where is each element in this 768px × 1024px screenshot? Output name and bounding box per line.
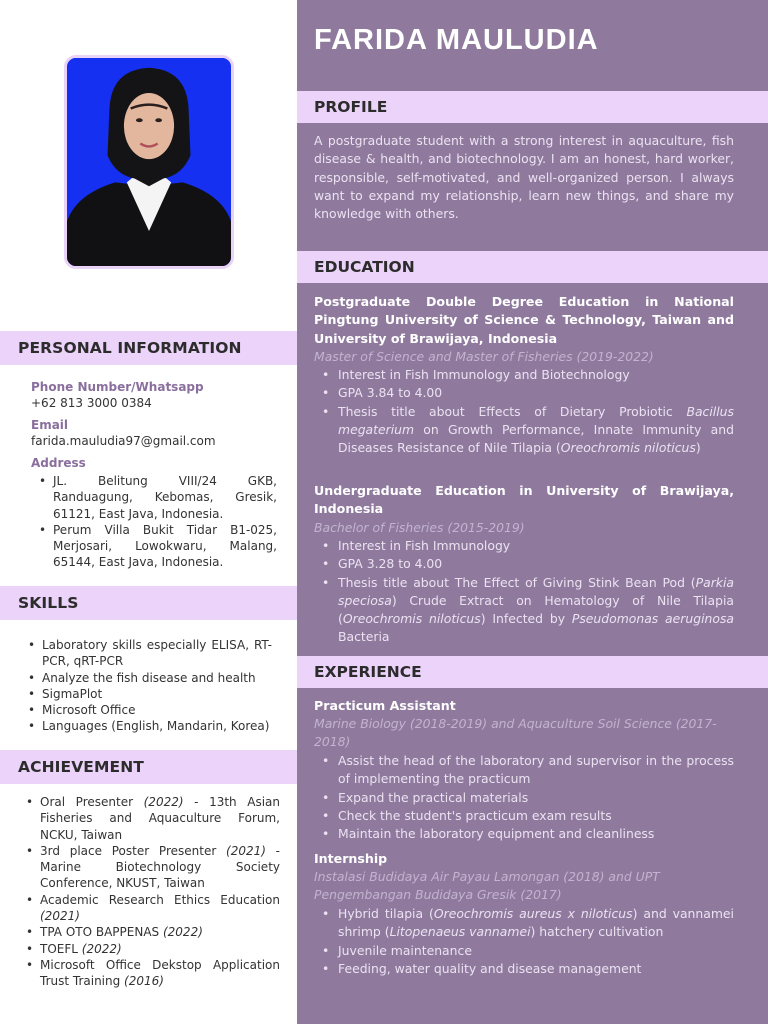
skill-item: • Analyze the fish disease and health	[24, 670, 272, 686]
address-item: • Perum Villa Bukit Tidar B1-025, Merjosari, Lowokwaru, Malang, 65144, East Java, Indonesia.	[31, 522, 277, 571]
address-item: • JL. Belitung VIII/24 GKB, Randuagung, Kebomas, Gresik, 61121, East Java, Indonesia.	[31, 473, 277, 522]
education-item: • GPA 3.84 to 4.00	[314, 384, 734, 402]
achievement-item: • 3rd place Poster Presenter (2021) - Marine Biotechnology Society Conference, NKUST, Taiwan	[22, 843, 280, 892]
address-label: Address	[31, 456, 86, 470]
profile-heading: PROFILE	[297, 91, 768, 123]
undergraduate-degree: Bachelor of Fisheries (2015-2019)	[314, 520, 525, 535]
skill-item: • Languages (English, Mandarin, Korea)	[24, 718, 272, 734]
phone-value: +62 813 3000 0384	[31, 396, 152, 410]
personal-info-heading: PERSONAL INFORMATION	[0, 331, 297, 365]
portrait-image	[67, 58, 231, 266]
personal-info-section	[31, 379, 277, 571]
education-item: • Interest in Fish Immunology and Biotechnology	[314, 366, 734, 384]
experience-item: • Hybrid tilapia (Oreochromis aureus x niloticus) and vannamei shrimp (Litopenaeus vannamei) hatchery cultivation	[314, 905, 734, 942]
internship-list	[314, 905, 734, 978]
postgraduate-list	[314, 366, 734, 457]
education-item: • Thesis title about Effects of Dietary Probiotic Bacillus megaterium on Growth Performance, Innate Immunity and Diseases Resistance of Nile Tilapia (Oreochromis niloticus)	[314, 403, 734, 458]
email-label: Email	[31, 418, 69, 432]
education-item: • GPA 3.28 to 4.00	[314, 555, 734, 573]
postgraduate-degree: Master of Science and Master of Fisheries (2019-2022)	[314, 349, 654, 364]
skill-item: • Laboratory skills especially ELISA, RT-PCR, qRT-PCR	[24, 637, 272, 670]
email-value: farida.mauludia97@gmail.com	[31, 434, 216, 448]
profile-text: A postgraduate student with a strong interest in aquaculture, fish disease & health, and biotechnology. I am an honest, hard worker, responsible, self-motivated, and well-organized person. I always want to expand my relationship, learn new things, and share my knowledge with others.	[314, 133, 734, 222]
candidate-name: FARIDA MAULUDIA	[314, 24, 599, 56]
skills-heading: SKILLS	[0, 586, 297, 620]
achievement-item: • Microsoft Office Dekstop Application Trust Training (2016)	[22, 957, 280, 990]
address-list	[31, 473, 277, 571]
experience-item: • Feeding, water quality and disease management	[314, 960, 734, 978]
achievement-item: • Academic Research Ethics Education (2021)	[22, 892, 280, 925]
practicum-subtitle: Marine Biology (2018-2019) and Aquaculture Soil Science (2017-2018)	[314, 716, 717, 750]
experience-item: • Juvenile maintenance	[314, 942, 734, 960]
skill-item: • SigmaPlot	[24, 686, 272, 702]
skills-list	[24, 637, 272, 735]
achievement-list	[22, 794, 280, 990]
education-heading: EDUCATION	[297, 251, 768, 283]
profile-photo	[64, 55, 234, 269]
right-column	[297, 0, 768, 1024]
practicum-list	[314, 752, 734, 843]
achievement-item: • TPA OTO BAPPENAS (2022)	[22, 924, 280, 940]
education-item: • Thesis title about The Effect of Giving Stink Bean Pod (Parkia speciosa) Crude Extract on Hematology of Nile Tilapia (Oreochromis niloticus) Infected by Pseudomonas aeruginosa Bacteria	[314, 574, 734, 647]
achievement-item: • TOEFL (2022)	[22, 941, 280, 957]
left-column	[0, 0, 297, 1024]
practicum-title: Practicum Assistant	[314, 698, 456, 713]
skill-item: • Microsoft Office	[24, 702, 272, 718]
postgraduate-title: Postgraduate Double Degree Education in National Pingtung University of Science & Technology, Taiwan and University of Brawijaya, Indonesia	[314, 294, 734, 346]
experience-item: • Maintain the laboratory equipment and cleanliness	[314, 825, 734, 843]
experience-item: • Check the student's practicum exam results	[314, 807, 734, 825]
undergraduate-list	[314, 537, 734, 647]
achievement-item: • Oral Presenter (2022) - 13th Asian Fisheries and Aquaculture Forum, NCKU, Taiwan	[22, 794, 280, 843]
phone-label: Phone Number/Whatsapp	[31, 380, 204, 394]
experience-item: • Expand the practical materials	[314, 789, 734, 807]
experience-heading: EXPERIENCE	[297, 656, 768, 688]
experience-item: • Assist the head of the laboratory and supervisor in the process of implementing the practicum	[314, 752, 734, 789]
undergraduate-title: Undergraduate Education in University of Brawijaya, Indonesia	[314, 483, 734, 517]
internship-subtitle: Instalasi Budidaya Air Payau Lamongan (2018) and UPT Pengembangan Budidaya Gresik (2017)	[314, 869, 660, 903]
internship-title: Internship	[314, 851, 388, 866]
achievement-heading: ACHIEVEMENT	[0, 750, 297, 784]
education-item: • Interest in Fish Immunology	[314, 537, 734, 555]
